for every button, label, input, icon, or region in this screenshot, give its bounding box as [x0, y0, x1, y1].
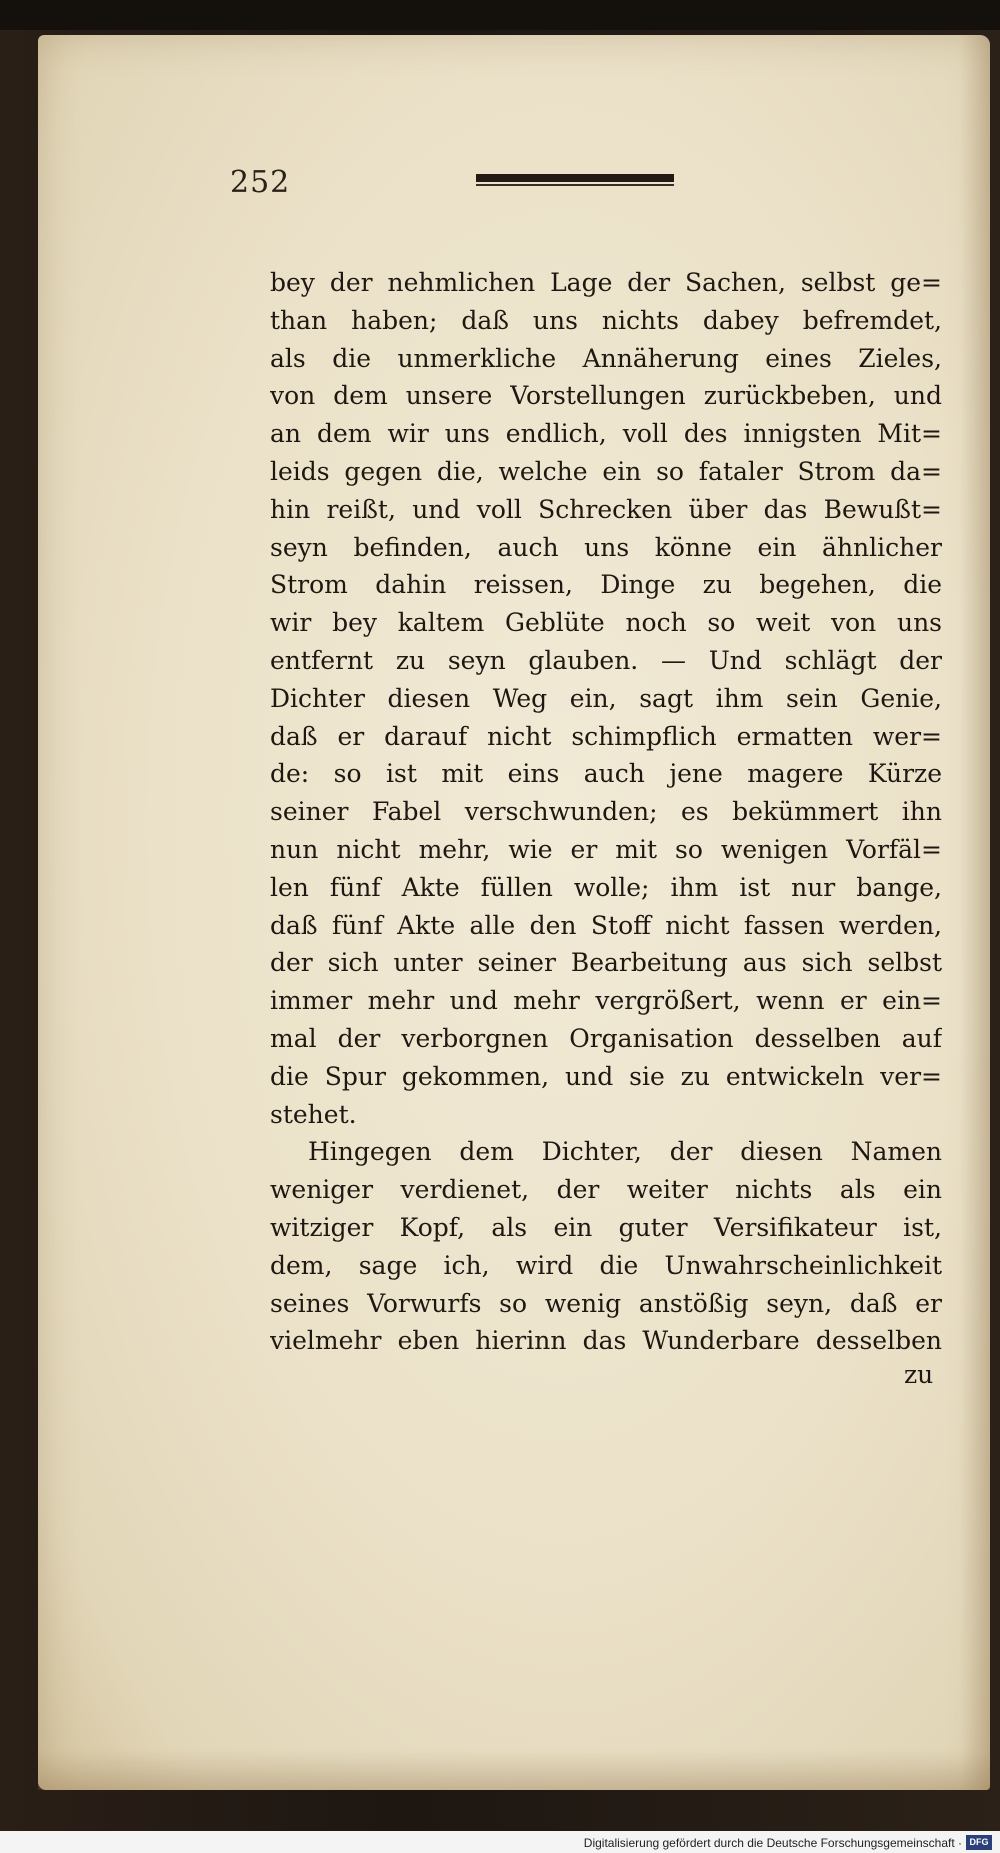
dfg-logo: DFG: [966, 1835, 992, 1850]
text-line: seines Vorwurfs so wenig anstößig seyn, daß er: [270, 1288, 942, 1318]
text-line: die Spur gekommen, und sie zu entwickeln ver=: [270, 1061, 942, 1091]
footer-credit-text: Digitalisierung gefördert durch die Deutsche Forschungsgemeinschaft ·: [583, 1836, 962, 1850]
text-line: stehet.: [270, 1099, 357, 1129]
text-line-paragraph-start: Hingegen dem Dichter, der diesen Namen: [308, 1137, 942, 1167]
text-line: seiner Fabel verschwunden; es bekümmert ihn: [270, 797, 942, 827]
text-line: than haben; daß uns nichts dabey befremdet,: [270, 305, 942, 335]
digitization-footer: [0, 1831, 1000, 1853]
text-line: der sich unter seiner Bearbeitung aus sich selbst: [270, 948, 942, 978]
header-rule-thin: [476, 184, 674, 186]
page-edge-shadow: [960, 35, 990, 1790]
text-line: Dichter diesen Weg ein, sagt ihm sein Genie,: [270, 683, 942, 713]
page-bottom-shadow: [38, 1750, 990, 1790]
text-line: vielmehr eben hierinn das Wunderbare desselben: [270, 1326, 942, 1356]
text-line: leids gegen die, welche ein so fataler Strom da=: [270, 456, 942, 486]
catchword: zu: [904, 1360, 934, 1389]
page-number: 252: [230, 165, 291, 200]
text-line: an dem wir uns endlich, voll des innigsten Mit=: [270, 419, 942, 449]
text-line: daß er darauf nicht schimpflich ermatten wer=: [270, 721, 942, 751]
text-line: weniger verdienet, der weiter nichts als ein: [270, 1175, 942, 1205]
header-rule: [476, 172, 674, 186]
text-line: von dem unsere Vorstellungen zurückbeben, und: [270, 381, 942, 411]
text-line: len fünf Akte füllen wolle; ihm ist nur bange,: [270, 872, 942, 902]
text-line: dem, sage ich, wird die Unwahrscheinlichkeit: [270, 1250, 942, 1280]
text-line: witziger Kopf, als ein guter Versifikateur ist,: [270, 1212, 942, 1242]
text-line: wir bey kaltem Geblüte noch so weit von uns: [270, 608, 942, 638]
text-line: bey der nehmlichen Lage der Sachen, selbst ge=: [270, 268, 942, 297]
text-line: Strom dahin reissen, Dinge zu begehen, die: [270, 570, 942, 600]
body-text: [270, 264, 942, 1360]
text-line: de: so ist mit eins auch jene magere Kürze: [270, 759, 942, 789]
text-line: nun nicht mehr, wie er mit so wenigen Vorfäl=: [270, 834, 942, 864]
text-line: immer mehr und mehr vergrößert, wenn er ein=: [270, 986, 942, 1016]
scan-top-edge: [0, 0, 1000, 30]
text-line: daß fünf Akte alle den Stoff nicht fassen werden,: [270, 910, 942, 940]
text-line: als die unmerkliche Annäherung eines Zieles,: [270, 343, 942, 373]
text-line: mal der verborgnen Organisation desselben auf: [270, 1023, 942, 1053]
text-line: hin reißt, und voll Schrecken über das Bewußt=: [270, 494, 942, 524]
text-line: entfernt zu seyn glauben. — Und schlägt der: [270, 645, 942, 675]
header-rule-thick: [476, 174, 674, 182]
text-line: seyn befinden, auch uns könne ein ähnlicher: [270, 532, 942, 562]
